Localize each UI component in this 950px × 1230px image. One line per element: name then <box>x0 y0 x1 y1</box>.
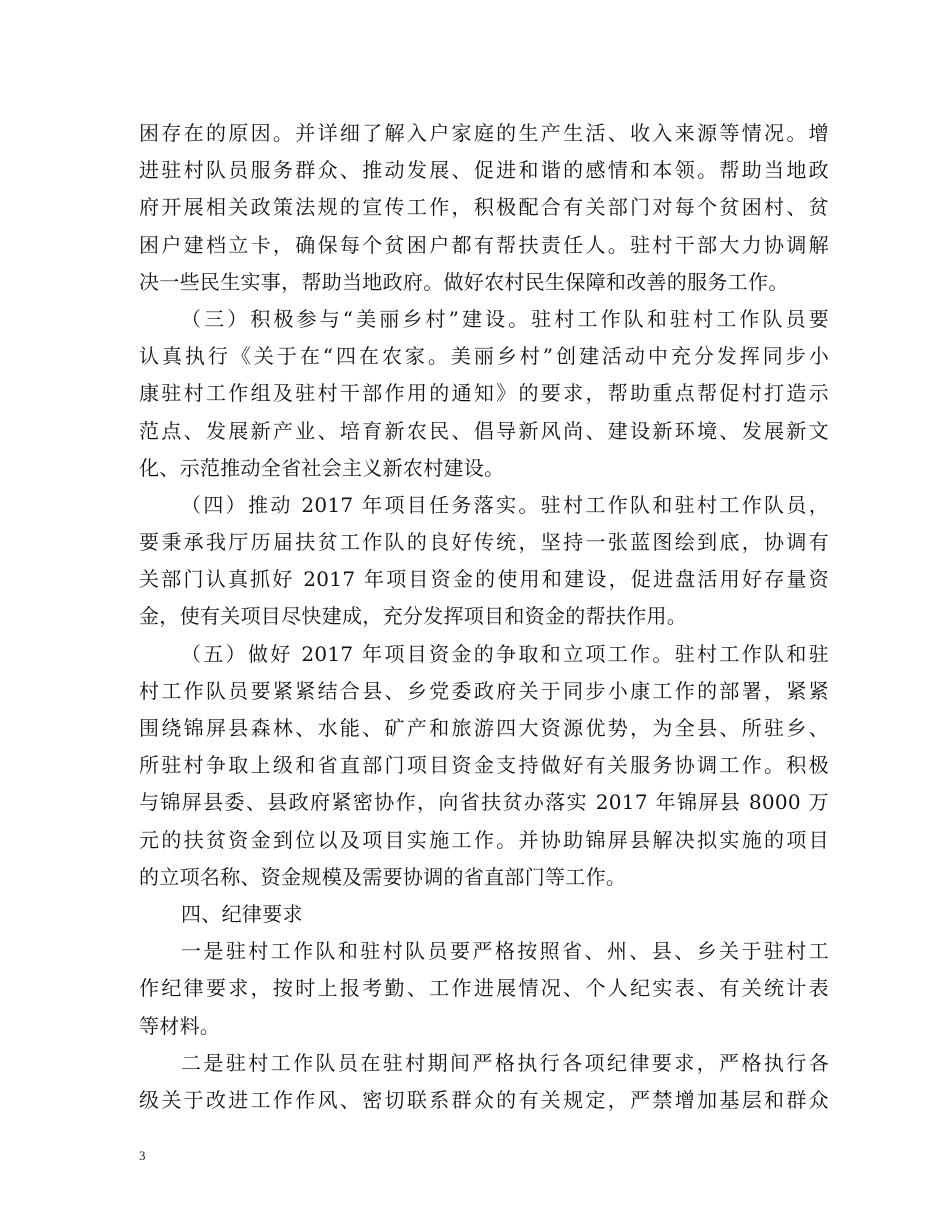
text-line: 级关于改进工作作风、密切联系群众的有关规定，严禁增加基层和群众 <box>139 1087 829 1112</box>
text-line: 所驻村争取上级和省直部门项目资金支持做好有关服务协调工作。积极 <box>139 753 829 778</box>
text-line: （三）积极参与“美丽乡村”建设。驻村工作队和驻村工作队员要 <box>181 306 829 331</box>
text-line: 元的扶贫资金到位以及项目实施工作。并协助锦屏县解决拟实施的项目 <box>139 827 829 852</box>
text-line: 困户建档立卡，确保每个贫困户都有帮扶责任人。驻村干部大力协调解 <box>139 232 829 257</box>
text-line: 康驻村工作组及驻村干部作用的通知》的要求，帮助重点帮促村打造示 <box>139 381 829 406</box>
text-line: 认真执行《关于在“四在农家。美丽乡村”创建活动中充分发挥同步小 <box>139 344 829 369</box>
text-line: 范点、发展新产业、培育新农民、倡导新风尚、建设新环境、发展新文 <box>139 418 829 443</box>
text-line: 等材料。 <box>139 1013 221 1038</box>
text-line: 围绕锦屏县森林、水能、矿产和旅游四大资源优势，为全县、所驻乡、 <box>139 716 829 740</box>
text-line: （四）推动 2017 年项目任务落实。驻村工作队和驻村工作队员， <box>181 492 829 517</box>
text-line: 困存在的原因。并详细了解入户家庭的生产生活、收入来源等情况。增 <box>139 121 829 145</box>
text-line: 要秉承我厅历届扶贫工作队的良好传统，坚持一张蓝图绘到底，协调有 <box>139 530 829 555</box>
body-text <box>139 115 829 1119</box>
text-line: 关部门认真抓好 2017 年项目资金的使用和建设，促进盘活用好存量资 <box>139 567 829 592</box>
text-line: 化、示范推动全省社会主义新农村建设。 <box>139 455 505 480</box>
text-line: 一是驻村工作队和驻村队员要严格按照省、州、县、乡关于驻村工 <box>181 939 829 964</box>
text-line: 四、纪律要求 <box>181 901 303 926</box>
text-line: 决一些民生实事，帮助当地政府。做好农村民生保障和改善的服务工作。 <box>139 269 789 294</box>
text-line: 府开展相关政策法规的宣传工作，积极配合有关部门对每个贫困村、贫 <box>139 195 829 220</box>
text-line: （五）做好 2017 年项目资金的争取和立项工作。驻村工作队和驻 <box>181 641 829 666</box>
text-line: 村工作队员要紧紧结合县、乡党委政府关于同步小康工作的部署，紧紧 <box>139 678 829 703</box>
text-line: 金，使有关项目尽快建成，充分发挥项目和资金的帮扶作用。 <box>139 604 688 629</box>
text-line: 进驻村队员服务群众、推动发展、促进和谐的感情和本领。帮助当地政 <box>139 158 829 183</box>
page-number: 3 <box>139 1148 146 1163</box>
text-line: 二是驻村工作队员在驻村期间严格执行各项纪律要求，严格执行各 <box>181 1050 829 1075</box>
text-line: 的立项名称、资金规模及需要协调的省直部门等工作。 <box>139 864 627 889</box>
text-line: 与锦屏县委、县政府紧密协作，向省扶贫办落实 2017 年锦屏县 8000 万 <box>139 790 829 815</box>
text-line: 作纪律要求，按时上报考勤、工作进展情况、个人纪实表、有关统计表 <box>139 976 829 1001</box>
